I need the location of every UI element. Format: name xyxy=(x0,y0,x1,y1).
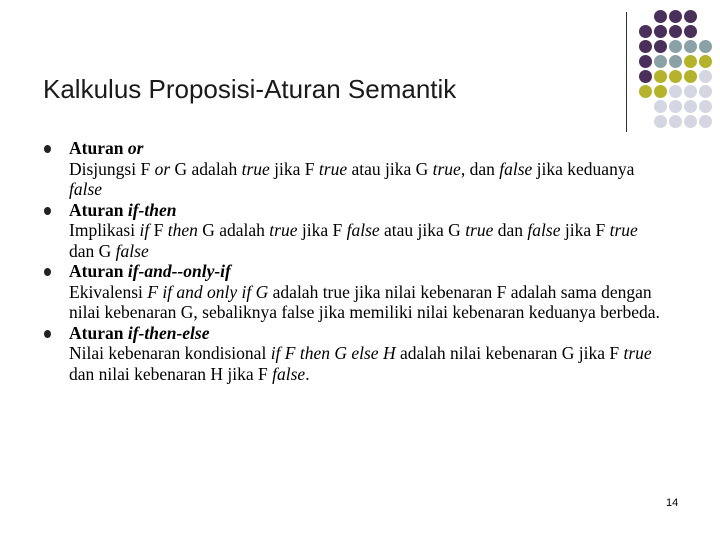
decorative-dot xyxy=(639,25,652,38)
text-run: if-then xyxy=(127,199,177,220)
bullet-dot-icon xyxy=(44,330,51,338)
text-run: Implikasi xyxy=(69,220,140,240)
text-run: false xyxy=(346,220,380,240)
text-run: Disjungsi F xyxy=(69,158,155,179)
text-run: if xyxy=(139,220,150,240)
text-run: jika F xyxy=(297,220,347,240)
decorative-dot xyxy=(669,40,682,53)
decorative-dot xyxy=(654,55,667,68)
decorative-dot xyxy=(684,55,697,68)
text-run: true xyxy=(318,158,348,179)
decorative-dot xyxy=(684,70,697,83)
text-run: true xyxy=(623,343,652,363)
rule-description xyxy=(69,220,664,261)
text-run: if-and--only-if xyxy=(127,261,231,281)
text-run: true xyxy=(465,220,494,240)
rule-description xyxy=(69,282,664,323)
text-run: or xyxy=(154,158,171,179)
decorative-dot xyxy=(699,40,712,53)
decorative-dot xyxy=(669,55,682,68)
text-run: false xyxy=(69,179,103,199)
decorative-dot xyxy=(699,70,712,83)
text-run: jika keduanya xyxy=(532,158,635,179)
decorative-dot xyxy=(639,85,652,98)
title-divider-line xyxy=(626,12,627,132)
rule-item xyxy=(44,200,664,262)
text-run: . xyxy=(305,363,310,384)
rule-heading xyxy=(69,200,664,221)
text-run: dan G xyxy=(69,240,116,261)
text-run: atau jika G xyxy=(379,220,466,240)
text-run: F xyxy=(149,220,168,240)
decorative-dot xyxy=(684,10,697,23)
decorative-dot xyxy=(684,25,697,38)
text-run: dan xyxy=(493,220,528,240)
text-run: then xyxy=(167,220,198,240)
decorative-dot xyxy=(654,40,667,53)
text-run: Aturan xyxy=(69,199,128,220)
text-run: false xyxy=(527,220,561,240)
decorative-dot xyxy=(684,100,697,113)
decorative-dot xyxy=(654,10,667,23)
rule-heading xyxy=(69,138,664,159)
decorative-dot xyxy=(669,70,682,83)
text-run: G adalah xyxy=(197,220,270,240)
text-run: or xyxy=(127,138,144,158)
decorative-dot xyxy=(639,70,652,83)
text-run: Ekivalensi xyxy=(69,281,148,302)
decorative-dot xyxy=(699,115,712,128)
slide-title: Kalkulus Proposisi-Aturan Semantik xyxy=(43,74,457,104)
text-run: Aturan xyxy=(69,261,128,281)
bullet-dot-icon xyxy=(44,145,51,153)
text-run: true xyxy=(609,220,638,240)
text-run: false xyxy=(115,240,149,261)
decorative-dot xyxy=(654,25,667,38)
text-run: jika F xyxy=(560,220,610,240)
decorative-dot xyxy=(654,70,667,83)
text-run: G adalah xyxy=(170,158,242,179)
decorative-dot xyxy=(669,85,682,98)
decorative-dot-grid xyxy=(639,10,719,140)
text-run: false xyxy=(272,363,306,384)
decorative-dot xyxy=(684,115,697,128)
rule-description xyxy=(69,159,664,200)
text-run: adalah nilai kebenaran G jika F xyxy=(395,343,624,363)
rule-list xyxy=(44,138,664,384)
text-run: true xyxy=(269,220,298,240)
rule-description xyxy=(69,343,664,384)
decorative-dot xyxy=(669,115,682,128)
page-number: 14 xyxy=(666,497,679,509)
decorative-dot xyxy=(669,100,682,113)
decorative-dot xyxy=(699,85,712,98)
text-run: true xyxy=(432,158,461,179)
decorative-dot xyxy=(699,55,712,68)
text-run: true xyxy=(241,158,270,179)
text-run: adalah true jika nilai kebenaran F adalah sama dengan nilai kebenaran G, sebaliknya false jika memiliki nilai kebenaran keduanya berbeda. xyxy=(69,281,660,322)
text-run: , dan xyxy=(460,158,500,179)
decorative-dot xyxy=(639,40,652,53)
decorative-dot xyxy=(684,40,697,53)
text-run: Aturan xyxy=(69,138,128,158)
rule-heading xyxy=(69,323,664,344)
text-run: jika F xyxy=(269,158,319,179)
decorative-dot xyxy=(699,100,712,113)
rule-item xyxy=(44,261,664,323)
text-run: Nilai kebenaran kondisional xyxy=(69,343,271,363)
text-run: Aturan xyxy=(69,322,128,343)
decorative-dot xyxy=(684,85,697,98)
decorative-dot xyxy=(654,85,667,98)
decorative-dot xyxy=(654,100,667,113)
rule-heading xyxy=(69,261,664,282)
rule-item xyxy=(44,323,664,385)
text-run: dan nilai kebenaran H jika F xyxy=(69,363,273,384)
rule-item xyxy=(44,138,664,200)
decorative-dot xyxy=(669,25,682,38)
text-run: if-then-else xyxy=(127,322,210,343)
decorative-dot xyxy=(639,55,652,68)
text-run: F if and only if G xyxy=(147,281,269,302)
text-run: atau jika G xyxy=(347,158,433,179)
text-run: if F then G else H xyxy=(270,343,396,363)
bullet-dot-icon xyxy=(44,268,51,276)
text-run: false xyxy=(499,158,533,179)
decorative-dot xyxy=(669,10,682,23)
decorative-dot xyxy=(654,115,667,128)
bullet-dot-icon xyxy=(44,207,51,215)
